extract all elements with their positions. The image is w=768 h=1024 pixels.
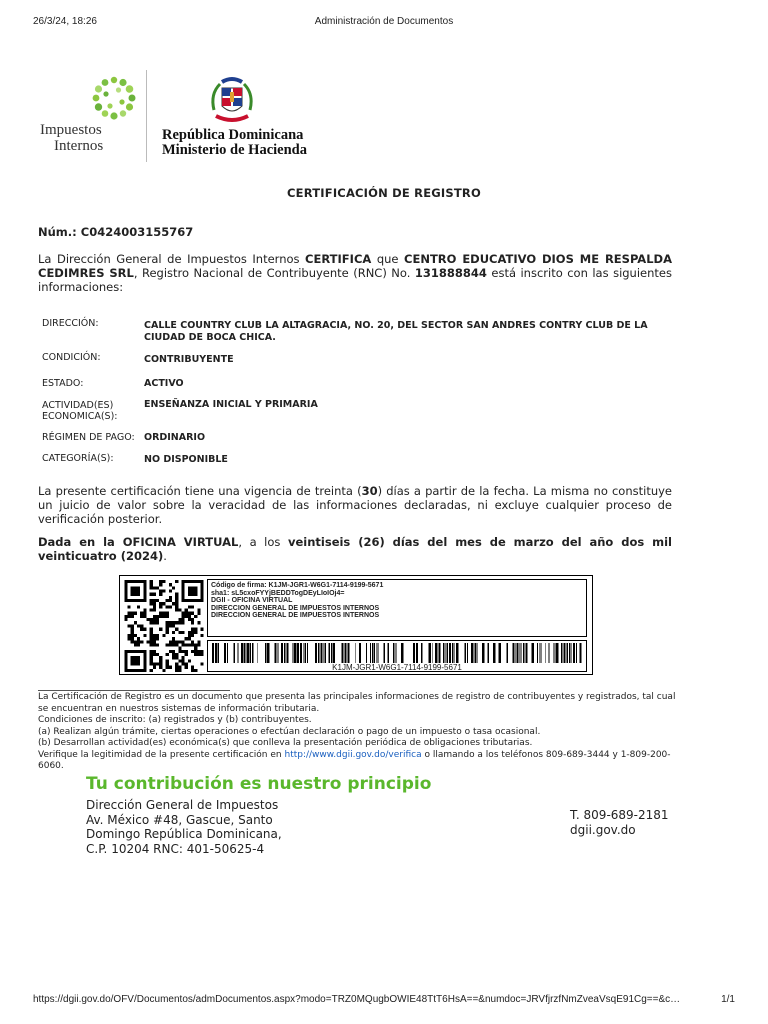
ministerio-label: Ministerio de Hacienda [162,142,307,158]
internos-label: Internos [54,138,104,154]
intro-text-2: que [371,252,405,266]
info-label: ACTIVIDAD(ES) ECONOMICA(S): [42,400,118,422]
validity-text-1: La presente certificación tiene una vigencia de treinta ( [38,484,362,498]
info-label: CONDICIÓN: [42,352,101,363]
impuestos-internos-wordmark [40,122,103,154]
note-1: La Certificación de Registro es un documento que presenta las principales informaciones de registro de contribuyentes y registrados, tal cual se encuentran en nuestros sistemas de información tributaria. [38,692,676,714]
print-header [33,16,735,30]
republica-wordmark [162,128,307,158]
info-label: CATEGORÍA(S): [42,453,114,464]
address-line-3: Domingo República Dominicana, [86,827,282,841]
note-4: (b) Desarrollan actividad(es) económica(s) que conlleva la presentación periódica de obligaciones tributarias. [38,738,533,748]
dgii-address [86,798,282,856]
info-value: ACTIVO [144,378,184,389]
note-5-text-a: Verifique la legitimidad de la presente certificación en [38,749,285,760]
footnotes [38,692,678,773]
signature-issuer-2: DIRECCION GENERAL DE IMPUESTOS INTERNOS [211,604,380,612]
signature-sha1: sha1: sL5cxoFYYjBEDDTogDEyLIoIOj4= [211,589,345,597]
validity-text-2: ) días a partir de la fecha. La misma no constituye un juicio de valor sobre la veracidad de las informaciones declaradas, ni excluye cualquier proceso de verificación posterior. [38,484,673,526]
validity-paragraph [38,484,672,526]
document-number: Núm.: C0424003155767 [38,225,194,239]
issued-date: veintiseis (26) días del mes de marzo del año dos mil veinticuatro (2024) [38,535,672,563]
issued-place: Dada en la OFICINA VIRTUAL [38,535,239,549]
intro-text-4: está inscrito con las siguientes informaciones: [38,266,672,294]
dgii-contact [570,808,669,837]
note-5 [38,750,678,773]
contact-web: dgii.gov.do [570,822,636,837]
info-value: NO DISPONIBLE [144,454,228,465]
republica-label: República Dominicana [162,127,304,143]
signature-issuer-3: DIRECCION GENERAL DE IMPUESTOS INTERNOS [211,612,380,620]
info-row-estado [42,378,672,400]
contact-phone: T. 809-689-2181 [570,808,669,822]
qr-code-icon [124,580,204,672]
info-row-actividad [42,400,672,432]
signature-issuer-1: DGII - OFICINA VIRTUAL [211,597,293,605]
intro-paragraph [38,252,672,294]
print-page-number: 1/1 [721,994,735,1005]
note-3: (a) Realizan algún trámite, ciertas operaciones o efectúan declaración o pago de un impuesto o tasa ocasional. [38,726,541,737]
address-line-4: C.P. 10204 RNC: 401-50625-4 [86,841,265,856]
info-label: RÉGIMEN DE PAGO: [42,432,135,443]
info-row-regimen [42,432,672,453]
logo-divider [146,70,147,162]
barcode-icon [212,643,582,663]
info-row-direccion [42,318,672,352]
info-value: ENSEÑANZA INICIAL Y PRIMARIA [144,399,318,410]
info-value: ORDINARIO [144,432,206,443]
address-line-1: Dirección General de Impuestos [86,798,279,812]
barcode-box [207,640,587,672]
print-footer [33,994,735,1008]
info-label: ESTADO: [42,378,84,389]
coat-of-arms-icon [206,76,258,128]
verify-link[interactable]: http://www.dgii.gov.do/verifica [284,749,422,760]
info-value: CALLE COUNTRY CLUB LA ALTAGRACIA, NO. 20, DEL SECTOR SAN ANDRES CONTRY CLUB DE LA CIUDAD DE BOCA CHICA. [144,320,648,343]
print-url: https://dgii.gov.do/OFV/Documentos/admDocumentos.aspx?modo=TRZ0MQugbOWIE48TtT6HsA==&numdoc=JRVfjrzfNmZveaVsqE91Cg==&c… [33,994,681,1005]
issued-text-1: , a los [238,535,288,549]
info-value: CONTRIBUYENTE [144,354,234,365]
footnote-divider [38,690,230,691]
note-5-text-b: o llamando a los teléfonos 809-689-3444 y 1-809-200-6060. [38,749,671,771]
print-title: Administración de Documentos [314,16,454,27]
signature-details [207,579,587,637]
note-2: Condiciones de inscrito: (a) registrados y (b) contribuyentes. [38,715,312,725]
info-row-condicion [42,352,672,378]
document-title: CERTIFICACIÓN DE REGISTRO [287,186,481,200]
impuestos-label: Impuestos [40,122,102,138]
intro-text-3: , Registro Nacional de Contribuyente (RNC) No. [133,266,415,280]
barcode-text: K1JM-JGR1-W6G1-7114-9199-5671 [332,663,462,672]
company-name: CENTRO EDUCATIVO DIOS ME RESPALDA CEDIMRES SRL [38,252,672,280]
print-datetime: 26/3/24, 18:26 [33,16,97,27]
certifica-word: CERTIFICA [305,252,372,266]
address-line-2: Av. México #48, Gascue, Santo [86,812,273,827]
slogan: Tu contribución es nuestro principio [86,774,432,794]
rnc-number: 131888844 [414,266,487,280]
registration-info [42,318,672,473]
signature-code: Código de firma: K1JM-JGR1-W6G1-7114-9199-5671 [211,582,384,589]
info-label: DIRECCIÓN: [42,318,99,329]
info-row-categoria [42,453,672,473]
header-logos [38,70,338,165]
validity-days: 30 [361,484,378,498]
issued-text-2: . [163,549,167,563]
intro-text-1: La Dirección General de Impuestos Internos [38,252,306,266]
digital-signature-box [119,575,593,675]
issued-paragraph [38,535,672,563]
